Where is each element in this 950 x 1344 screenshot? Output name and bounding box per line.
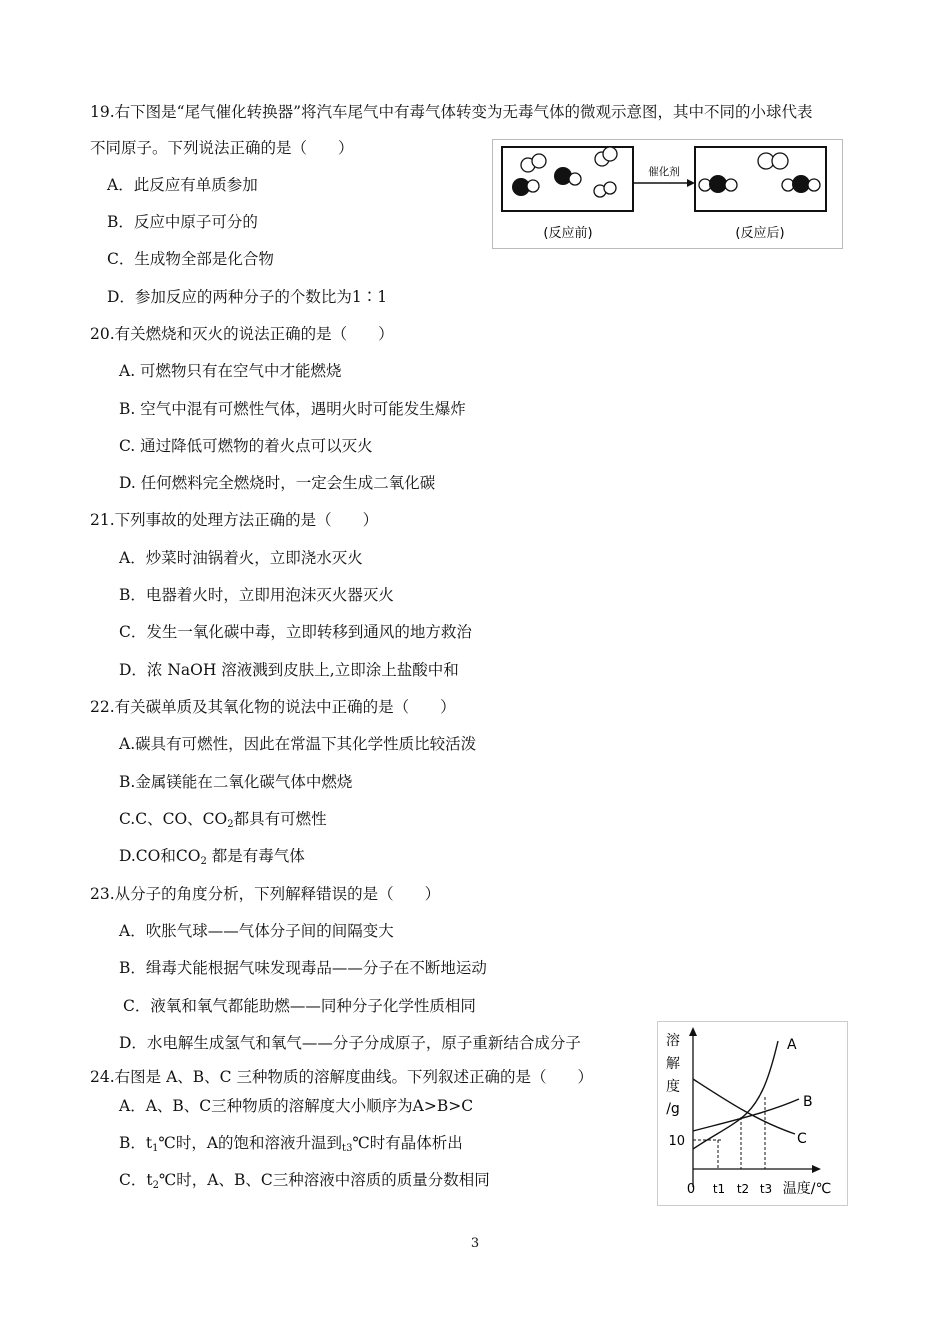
q19-option-a: A．此反应有单质参加 [107, 176, 258, 194]
x-axis-label: 温度/℃ [782, 1181, 832, 1197]
after-label: (反应后) [735, 226, 785, 241]
q20-option-b: B. 空气中混有可燃性气体，遇明火时可能发生爆炸 [119, 400, 466, 418]
page-number: 3 [470, 1236, 480, 1251]
q22-option-a: A.碳具有可燃性，因此在常温下其化学性质比较活泼 [119, 735, 477, 753]
curve-c-label: C [797, 1131, 807, 1147]
y-label-char-3: 度 [666, 1079, 680, 1095]
q22-stem: 22.有关碳单质及其氧化物的说法中正确的是（ ） [90, 698, 456, 716]
y-label-char-2: 解 [666, 1056, 680, 1072]
q23-option-c: C．液氧和氧气都能助燃——同种分子化学性质相同 [123, 997, 476, 1015]
q19-stem-line1: 19.右下图是“尾气催化转换器”将汽车尾气中有毒气体转变为无毒气体的微观示意图，其中不同的小球代表 [90, 103, 813, 121]
x-tick-t3: t3 [759, 1182, 773, 1196]
q21-option-d: D．浓 NaOH 溶液溅到皮肤上,立即涂上盐酸中和 [119, 661, 459, 679]
q19-option-c: C．生成物全部是化合物 [107, 250, 274, 268]
y-label-char-1: 溶 [666, 1033, 680, 1049]
q24-stem: 24.右图是 A、B、C 三种物质的溶解度曲线。下列叙述正确的是（ ） [90, 1068, 593, 1086]
q23-option-a: A．吹胀气球——气体分子间的间隔变大 [119, 922, 394, 940]
q22-option-b: B.金属镁能在二氧化碳气体中燃烧 [119, 773, 353, 791]
q23-stem: 23.从分子的角度分析，下列解释错误的是（ ） [90, 885, 441, 903]
catalytic-converter-diagram [492, 139, 844, 250]
y-label-unit: /g [666, 1101, 680, 1117]
q23-option-b: B．缉毒犬能根据气味发现毒品——分子在不断地运动 [119, 959, 487, 977]
solubility-curve-figure [657, 1021, 849, 1207]
curve-b-label: B [803, 1094, 813, 1110]
origin-label: 0 [686, 1182, 696, 1197]
q24-option-a: A．A、B、C三种物质的溶解度大小顺序为A>B>C [119, 1097, 474, 1115]
q20-option-d: D. 任何燃料完全燃烧时，一定会生成二氧化碳 [119, 474, 436, 492]
q21-option-b: B．电器着火时，立即用泡沫灭火器灭火 [119, 586, 394, 604]
curve-a-label: A [787, 1037, 797, 1053]
q19-stem-line2: 不同原子。下列说法正确的是（ ） [90, 139, 354, 157]
y-tick-10: 10 [668, 1134, 685, 1149]
q21-option-c: C．发生一氧化碳中毒，立即转移到通风的地方救治 [119, 623, 472, 641]
q24-option-b: B．$t_1℃$时，A的饱和溶液升温到$_{t3}$℃时有晶体析出 [119, 1134, 463, 1154]
q24-option-c: C．$t_2℃$时，A、B、C三种溶液中溶质的质量分数相同 [119, 1171, 490, 1191]
q19-option-d: D．参加反应的两种分子的个数比为1∶1 [107, 288, 388, 306]
q20-option-c: C. 通过降低可燃物的着火点可以灭火 [119, 437, 373, 455]
x-tick-t2: t2 [736, 1182, 750, 1196]
q22-option-c: C.C、CO、$CO_2$都具有可燃性 [119, 810, 327, 830]
curve-b [693, 1099, 799, 1131]
q21-stem: 21.下列事故的处理方法正确的是（ ） [90, 511, 379, 529]
x-tick-t1: t1 [712, 1182, 726, 1196]
catalyst-label: 催化剂 [648, 166, 680, 178]
q22-option-d: D.CO和$CO_2$ 都是有毒气体 [119, 847, 305, 867]
q20-stem: 20.有关燃烧和灭火的说法正确的是（ ） [90, 325, 394, 343]
q20-option-a: A. 可燃物只有在空气中才能燃烧 [119, 362, 342, 380]
before-label: (反应前) [543, 226, 593, 241]
q19-option-b: B．反应中原子可分的 [107, 213, 258, 231]
q21-option-a: A．炒菜时油锅着火，立即浇水灭火 [119, 549, 363, 567]
q23-option-d: D．水电解生成氢气和氧气——分子分成原子，原子重新结合成分子 [119, 1034, 581, 1052]
